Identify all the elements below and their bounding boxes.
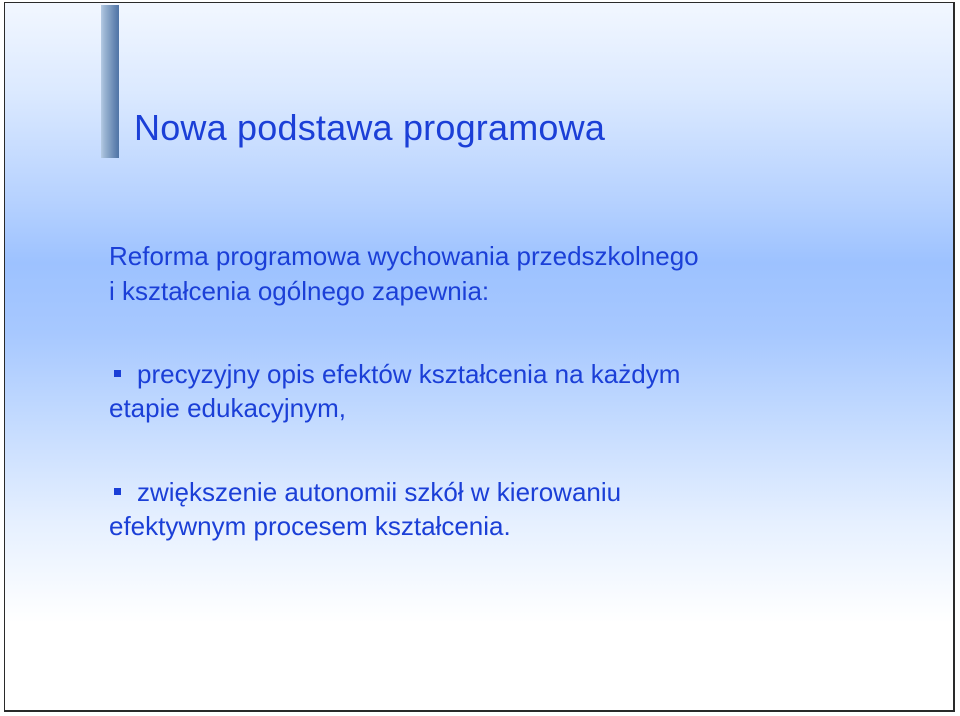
bullet-item-line-2: etapie edukacyjnym, xyxy=(109,393,347,423)
bullet-item-text: zwiększenie autonomii szkół w kierowaniu xyxy=(137,477,622,507)
slide-title: Nowa podstawa programowa xyxy=(134,107,606,148)
bullet-item-line-1 xyxy=(109,357,680,391)
bullet-item xyxy=(109,357,680,425)
bullet-item-line-1 xyxy=(109,475,621,509)
square-bullet-icon xyxy=(114,370,121,377)
slide xyxy=(4,2,955,712)
square-bullet-icon xyxy=(114,488,121,495)
intro-paragraph xyxy=(109,239,699,309)
bullet-item xyxy=(109,475,621,543)
bullet-item-text: precyzyjny opis efektów kształcenia na każdym xyxy=(137,359,681,389)
title-accent-bar xyxy=(101,5,119,158)
intro-line-1: Reforma programowa wychowania przedszkolnego xyxy=(109,241,699,271)
intro-line-2: i kształcenia ogólnego zapewnia: xyxy=(109,276,490,306)
bullet-item-line-2: efektywnym procesem kształcenia. xyxy=(109,511,511,541)
